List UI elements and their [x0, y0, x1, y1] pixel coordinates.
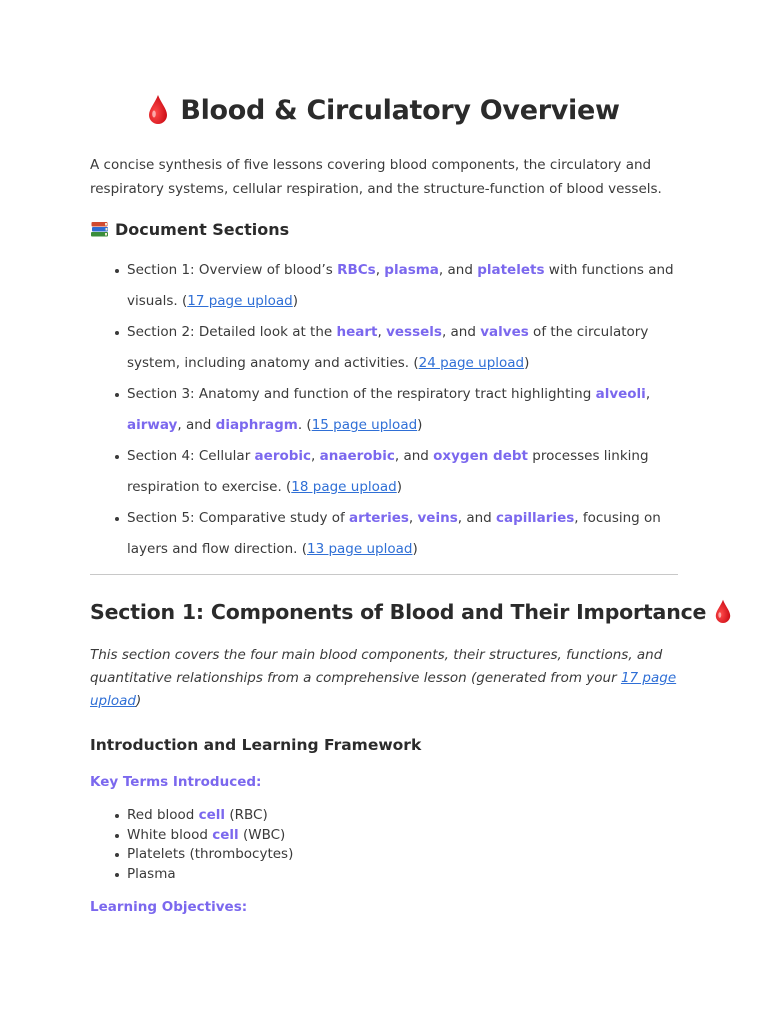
- separator: ,: [408, 510, 418, 526]
- section1-intro-close: ): [135, 693, 142, 709]
- document-title-text: Blood & Circulatory Overview: [180, 95, 620, 126]
- page-upload-link[interactable]: 24 page upload: [418, 355, 525, 371]
- keyword: aerobic: [254, 448, 312, 464]
- item-text: Section 4: Cellular: [127, 448, 255, 464]
- separator: ,: [645, 386, 651, 402]
- item-text: processes linking respiration to exercise. (: [127, 448, 649, 495]
- keyword: heart: [336, 324, 378, 340]
- key-terms-list: [90, 806, 293, 884]
- sections-heading: [90, 220, 289, 239]
- section1-intro: [90, 644, 678, 713]
- term-text: Red blood: [127, 807, 199, 823]
- blood-drop-icon: [715, 598, 731, 624]
- keyword: plasma: [384, 262, 439, 278]
- item-text: Section 1: Overview of blood’s: [127, 262, 338, 278]
- term-text: Platelets (thrombocytes): [127, 846, 294, 863]
- keyword: cell: [212, 826, 239, 843]
- term-text: Plasma: [127, 865, 176, 882]
- page-upload-link[interactable]: 13 page upload: [307, 541, 413, 557]
- item-text: . (: [297, 417, 312, 433]
- separator: , and: [438, 262, 478, 278]
- keyword: capillaries: [496, 510, 575, 526]
- keyword: valves: [480, 324, 529, 340]
- sections-list-item: [127, 503, 715, 565]
- document-intro: A concise synthesis of five lessons covering blood components, the circulatory and respiratory systems, cellular respiration, and the structure-function of blood vessels.: [90, 157, 662, 197]
- key-term-item: [127, 865, 293, 885]
- separator: , and: [441, 324, 481, 340]
- item-text: Section 5: Comparative study of: [127, 510, 350, 526]
- page-upload-link[interactable]: 15 page upload: [311, 417, 418, 433]
- item-text: ): [524, 355, 530, 371]
- separator: ,: [375, 262, 385, 278]
- keyword: alveoli: [595, 386, 646, 402]
- item-text: , focusing on layers and flow direction. (: [127, 510, 661, 557]
- key-term-item: [127, 806, 293, 826]
- keyword: RBCs: [337, 262, 376, 278]
- sections-list-item: [127, 317, 715, 379]
- key-terms-label: Key Terms Introduced:: [90, 774, 262, 790]
- keyword: airway: [127, 417, 178, 433]
- item-text: ): [412, 541, 418, 557]
- section1-title-text: Section 1: Components of Blood and Their Importance: [90, 600, 707, 624]
- keyword: oxygen debt: [433, 448, 528, 464]
- key-term-item: [127, 845, 293, 865]
- keyword: platelets: [477, 262, 545, 278]
- sections-list-item: [127, 379, 715, 441]
- keyword: cell: [198, 807, 226, 823]
- separator: , and: [177, 417, 216, 433]
- section1-intro-text: This section covers the four main blood components, their structures, functions, and quantitative relationships from a comprehensive lesson (generated from your: [90, 647, 663, 686]
- item-text: Section 3: Anatomy and function of the respiratory tract highlighting: [127, 386, 596, 402]
- item-text: ): [417, 417, 423, 433]
- item-text: Section 2: Detailed look at the: [127, 324, 337, 340]
- term-text: (RBC): [225, 807, 268, 823]
- sections-list-item: [127, 441, 715, 503]
- keyword: vessels: [386, 324, 442, 340]
- separator: , and: [394, 448, 434, 464]
- item-text: ): [396, 479, 403, 495]
- books-icon: [90, 220, 110, 238]
- key-term-item: [127, 826, 293, 846]
- keyword: veins: [417, 510, 458, 526]
- keyword: arteries: [349, 510, 409, 526]
- term-text: (WBC): [238, 826, 286, 843]
- blood-drop-icon: [148, 94, 168, 124]
- page-upload-link[interactable]: 17 page upload: [90, 670, 677, 709]
- sections-list-item: [127, 255, 715, 317]
- sub-heading: Introduction and Learning Framework: [90, 736, 422, 754]
- page-upload-link[interactable]: 18 page upload: [291, 479, 397, 495]
- learning-objectives-label: Learning Objectives:: [90, 899, 248, 915]
- item-text: with functions and visuals. (: [127, 262, 674, 309]
- section-divider: [90, 574, 678, 575]
- keyword: diaphragm: [215, 417, 298, 433]
- separator: , and: [457, 510, 497, 526]
- separator: ,: [377, 324, 387, 340]
- separator: ,: [311, 448, 320, 464]
- section1-title: [90, 598, 731, 624]
- item-text: ): [292, 293, 298, 309]
- page-upload-link[interactable]: 17 page upload: [187, 293, 293, 309]
- sections-heading-label: Document Sections: [115, 220, 290, 239]
- document-title: [90, 94, 678, 126]
- item-text: of the circulatory system, including anatomy and activities. (: [127, 324, 649, 371]
- sections-list: [90, 255, 715, 565]
- keyword: anaerobic: [319, 448, 395, 464]
- term-text: White blood: [127, 826, 213, 843]
